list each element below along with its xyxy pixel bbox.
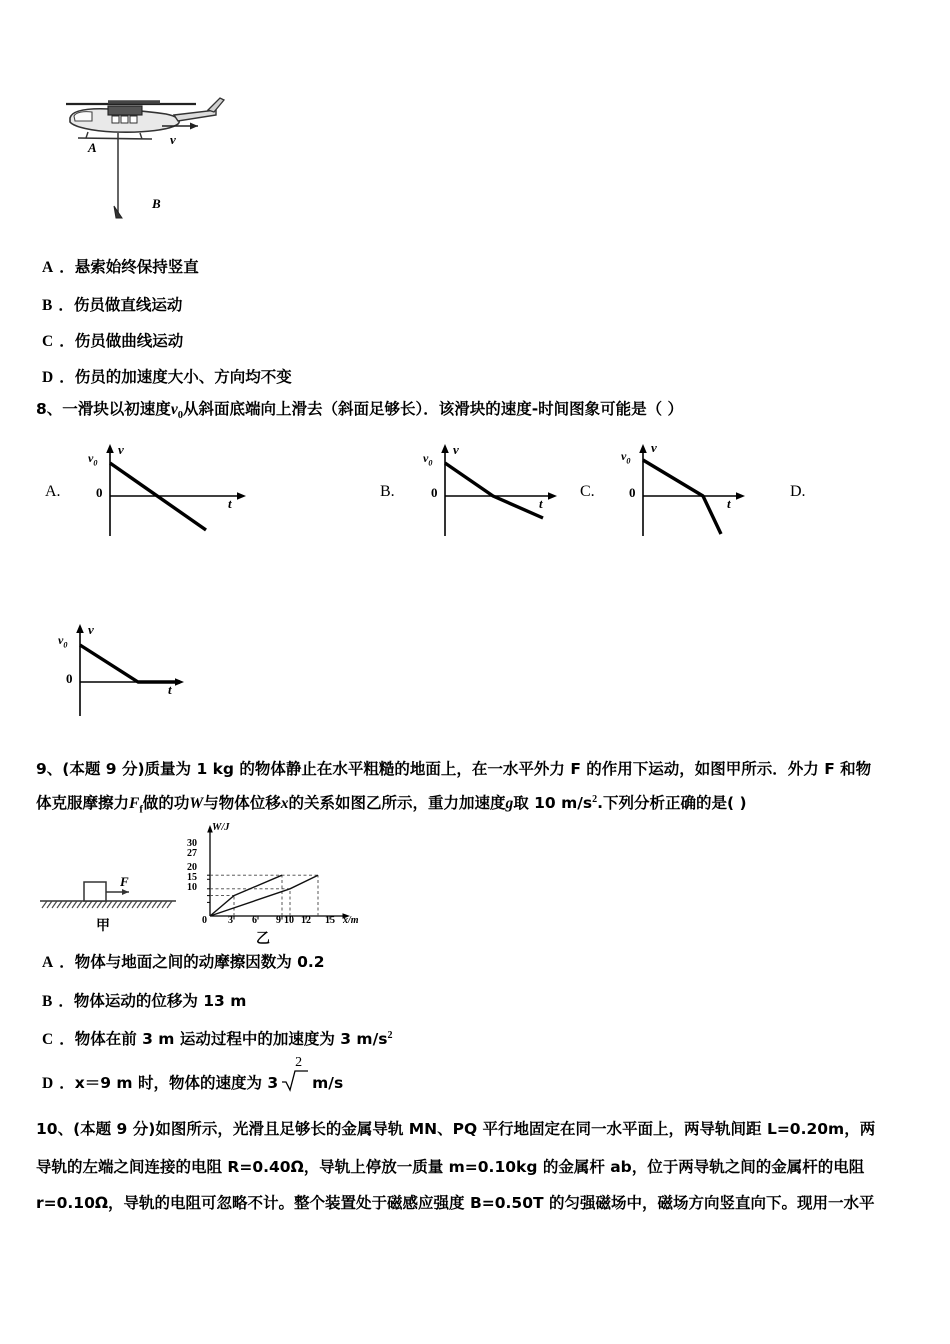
q8-d-y-axis-label: v [88,622,94,637]
q9-chart-xlabel-15: 15 [325,915,335,926]
q8-graph-label-c: C. [580,483,595,500]
q9-friction-symbol: F [129,795,140,813]
q9-option-c-sup: 2 [387,1030,393,1041]
q8-d-initial-velocity-label [58,633,67,649]
q8-b-v0-symbol: v [423,451,429,465]
q8-b-origin-label: 0 [431,485,438,500]
q8-graph-b-svg [415,438,575,543]
q9-line2-c: 与物体位移 [203,794,281,813]
q9-number: 9、 [36,760,63,778]
q9-option-b: B ．物体运动的位移为 13 m [42,992,247,1010]
q8-graph-c-svg [613,438,773,543]
q8-stem-part1: 一滑块以初速度 [62,400,171,418]
q9-option-a-letter: A [42,954,54,971]
q9-chart-xlabel-6: 6 [252,915,257,926]
q7-option-b-letter: B [42,297,53,314]
q8-graph-a-svg [80,438,260,543]
q8-a-initial-velocity-label [88,451,97,467]
q9-line2-b: 做的功 [142,794,190,813]
helicopter-rescue-diagram [48,88,248,228]
q7-option-d-letter: D [42,369,54,386]
q8-graph-d-svg [50,612,230,722]
q8-c-v0-symbol: v [621,449,627,463]
q9-option-a-text: 物体与地面之间的动摩擦因数为 0.2 [74,953,325,971]
q9-figure-yi-caption: 乙 [256,931,270,947]
q9-chart-ylabel-15: 15 [187,872,197,883]
q8-a-origin-label: 0 [96,485,103,500]
q8-b-v0-sub: 0 [428,458,433,468]
q9-option-a: A ．物体与地面之间的动摩擦因数为 0.2 [42,953,325,971]
q9-chart-xlabel-3: 3 [228,915,233,926]
q9-option-d-letter: D [42,1075,54,1092]
q9-option-d-text-a: x＝9 m 时，物体的速度为 3 [74,1074,279,1092]
q9-line2-sup: 2 [592,794,598,805]
q7-option-c-text: 伤员做曲线运动 [74,332,184,350]
q10-line2-text: 导轨的左端之间连接的电阻 R=0.40Ω，导轨上停放一质量 m=0.10kg 的金属杆 ab，位于两导轨之间的金属杆的电阻 [36,1158,865,1176]
q9-option-d-sqrt [280,1055,310,1096]
q9-chart-ylabel-10: 10 [187,882,197,893]
q8-c-x-axis-label: t [727,496,731,511]
q8-graph-d [50,612,230,727]
q9-chart-xlabel-0: 0 [202,915,207,926]
q7-option-d-text: 伤员的加速度大小、方向均不变 [74,368,292,386]
q8-v-subscript: 0 [177,410,183,422]
q8-c-v0-sub: 0 [626,456,631,466]
q8-c-origin-label: 0 [629,485,636,500]
q9-option-b-letter: B [42,993,53,1010]
q9-chart-y-axis-title: W/J [212,822,230,833]
q9-line1-text: (本题 9 分)质量为 1 kg 的物体静止在水平粗糙的地面上，在一水平外力 F 的作用下运动，如图甲所示．外力 F 和物 [62,760,872,778]
q8-stem-part2: 从斜面底端向上滑去（斜面足够长）．该滑块的速度-时间图象可能是（ ） [182,400,684,418]
q8-d-origin-label: 0 [66,671,73,686]
q10-number: 10、 [36,1120,74,1138]
helicopter-svg [48,88,248,228]
q7-option-c-letter: C [42,333,54,350]
question10-stem-line1 [36,1120,875,1140]
q9-x-symbol: x [280,795,289,813]
question9-stem-line1 [36,760,871,780]
figure-label-v: v [170,132,176,147]
q9-force-label: F [120,874,129,889]
q7-option-c: C ．伤员做曲线运动 [42,332,184,350]
q7-option-b: B ．伤员做直线运动 [42,296,183,314]
figure-label-a: A [88,140,97,155]
q9-chart-ylabel-20: 20 [187,862,197,873]
q9-figure-jia [34,860,184,934]
q9-option-c: C ．物体在前 3 m 运动过程中的加速度为 3 $m/s^2$ [42,1030,393,1049]
q9-line2-f: .下列分析正确的是( ) [597,794,747,813]
q8-graph-label-a: A. [45,483,61,500]
q8-d-x-axis-label: t [168,682,172,697]
q8-d-v0-sub: 0 [63,640,68,650]
sqrt-symbol-icon [280,1068,310,1094]
q8-a-y-axis-label: v [118,442,124,457]
q8-c-initial-velocity-label [621,449,630,465]
q9-line2-d: 的关系如图乙所示，重力加速度 [288,794,506,813]
q9-figure-jia-svg [34,860,184,918]
q8-graph-label-b: B. [380,483,395,500]
q7-option-d: D ．伤员的加速度大小、方向均不变 [42,368,292,386]
q9-option-d: D ．x＝9 m 时，物体的速度为 3 2 m/s [42,1068,343,1096]
q8-b-initial-velocity-label [423,451,432,467]
q9-line2-a: 体克服摩擦力 [36,794,130,813]
q8-number: 8、 [36,400,63,418]
question10-stem-line2 [36,1158,864,1178]
q8-c-y-axis-label: v [651,440,657,455]
q7-option-a: A ．悬索始终保持竖直 [42,258,199,276]
question8-stem [36,400,683,423]
q7-option-a-letter: A [42,259,54,276]
q9-line2-e: 取 10 m/s [513,794,593,813]
q9-chart-xlabel-10: 10 [284,915,294,926]
figure-label-b: B [152,196,161,211]
q9-chart-xlabel-12: 12 [301,915,311,926]
q8-graph-label-d: D. [790,483,806,500]
q8-v-symbol: v [170,401,178,418]
q8-a-v0-sub: 0 [93,458,98,468]
q9-chart-ylabel-30: 30 [187,838,197,849]
q8-graph-c [613,438,773,548]
q8-a-v0-symbol: v [88,451,94,465]
q7-option-a-text: 悬索始终保持竖直 [74,258,199,276]
q9-work-symbol: W [189,795,204,813]
q9-option-c-text: 物体在前 3 m 运动过程中的加速度为 3 m/s [74,1030,388,1049]
question9-stem-line2 [36,794,747,817]
q9-chart-ylabel-27: 27 [187,848,197,859]
q9-figure-jia-caption: 甲 [96,918,110,934]
q8-d-v0-symbol: v [58,633,64,647]
q8-b-y-axis-label: v [453,442,459,457]
q10-line1-text: (本题 9 分)如图所示，光滑且足够长的金属导轨 MN、PQ 平行地固定在同一水平面上，两导轨间距 L=0.20m，两 [73,1120,876,1138]
q9-friction-sub: f [139,804,143,816]
q9-option-b-text: 物体运动的位移为 13 m [73,992,247,1010]
q8-b-x-axis-label: t [539,496,543,511]
q8-a-x-axis-label: t [228,496,232,511]
question10-stem-line3 [36,1194,874,1214]
q9-figure-yi [182,820,372,947]
q9-option-d-radicand: 2 [295,1055,303,1070]
q9-work-displacement-chart [182,820,372,930]
q9-chart-xlabel-9: 9 [276,915,281,926]
q9-g-symbol: g [505,795,514,813]
q7-option-b-text: 伤员做直线运动 [73,296,183,314]
q8-graph-a [80,438,260,548]
q9-option-c-letter: C [42,1031,54,1049]
q8-graph-b [415,438,575,548]
q9-option-d-text-b: m/s [312,1074,344,1092]
q9-chart-x-axis-title: x/m [343,915,359,926]
q10-line3-text: r=0.10Ω，导轨的电阻可忽略不计。整个装置处于磁感应强度 B=0.50T 的匀强磁场中，磁场方向竖直向下。现用一水平 [36,1194,875,1212]
